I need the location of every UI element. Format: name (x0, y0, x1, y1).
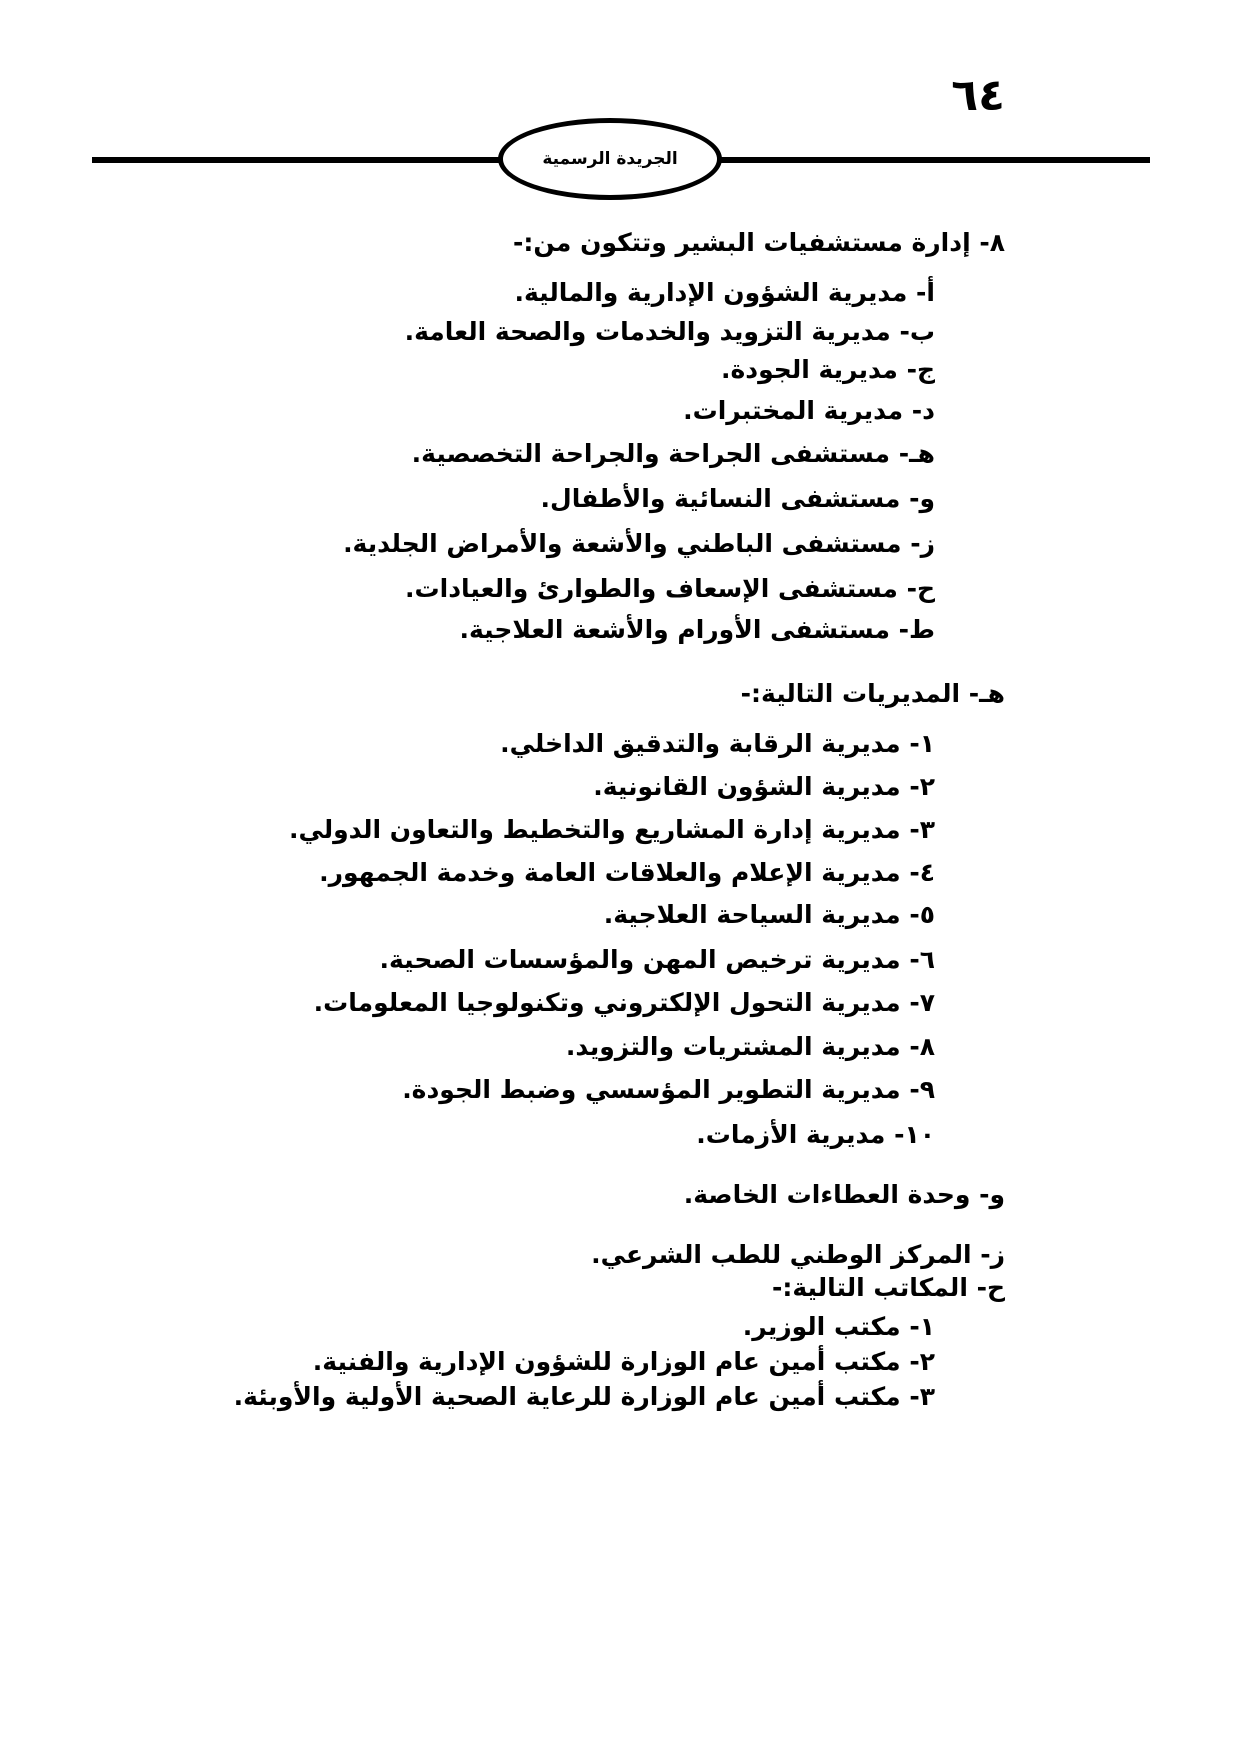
list-item: ١٠- مديرية الأزمات. (696, 1120, 935, 1149)
list-item: ١- مديرية الرقابة والتدقيق الداخلي. (500, 729, 935, 758)
list-item: ٧- مديرية التحول الإلكتروني وتكنولوجيا المعلومات. (313, 988, 935, 1017)
section-title: و- وحدة العطاءات الخاصة. (683, 1180, 1005, 1209)
list-item: ٨- مديرية المشتريات والتزويد. (565, 1032, 935, 1061)
list-item: ٦- مديرية ترخيص المهن والمؤسسات الصحية. (379, 945, 935, 974)
section-title: ز- المركز الوطني للطب الشرعي. (591, 1240, 1005, 1269)
list-item: ط- مستشفى الأورام والأشعة العلاجية. (459, 615, 935, 644)
list-item: ز- مستشفى الباطني والأشعة والأمراض الجلدية. (343, 529, 935, 558)
list-item: هـ- مستشفى الجراحة والجراحة التخصصية. (411, 439, 935, 468)
list-item: أ- مديرية الشؤون الإدارية والمالية. (514, 278, 935, 307)
header-rule-left (92, 157, 502, 163)
list-item: ٣- مديرية إدارة المشاريع والتخطيط والتعاون الدولي. (288, 815, 935, 844)
list-item: ١- مكتب الوزير. (742, 1312, 935, 1341)
list-item: ٤- مديرية الإعلام والعلاقات العامة وخدمة الجمهور. (319, 858, 935, 887)
section-title: ٨- إدارة مستشفيات البشير وتتكون من:- (513, 228, 1005, 257)
list-item: ٣- مكتب أمين عام الوزارة للرعاية الصحية الأولية والأوبئة. (233, 1382, 935, 1411)
header-rule-right (718, 157, 1150, 163)
gazette-title: الجريدة الرسمية (542, 149, 678, 169)
list-item: ج- مديرية الجودة. (721, 355, 935, 384)
list-item: ح- مستشفى الإسعاف والطوارئ والعيادات. (405, 574, 935, 603)
list-item: و- مستشفى النسائية والأطفال. (540, 484, 935, 513)
list-item: ب- مديرية التزويد والخدمات والصحة العامة. (404, 317, 935, 346)
section-title: هـ- المديريات التالية:- (740, 679, 1005, 708)
list-item: ٩- مديرية التطوير المؤسسي وضبط الجودة. (402, 1075, 935, 1104)
list-item: ٢- مديرية الشؤون القانونية. (593, 772, 935, 801)
section-title: ح- المكاتب التالية:- (772, 1273, 1005, 1302)
list-item: ٥- مديرية السياحة العلاجية. (603, 900, 935, 929)
gazette-title-oval (498, 118, 722, 200)
list-item: د- مديرية المختبرات. (683, 396, 935, 425)
page-number: ٦٤ (951, 70, 1005, 121)
list-item: ٢- مكتب أمين عام الوزارة للشؤون الإدارية والفنية. (312, 1347, 935, 1376)
